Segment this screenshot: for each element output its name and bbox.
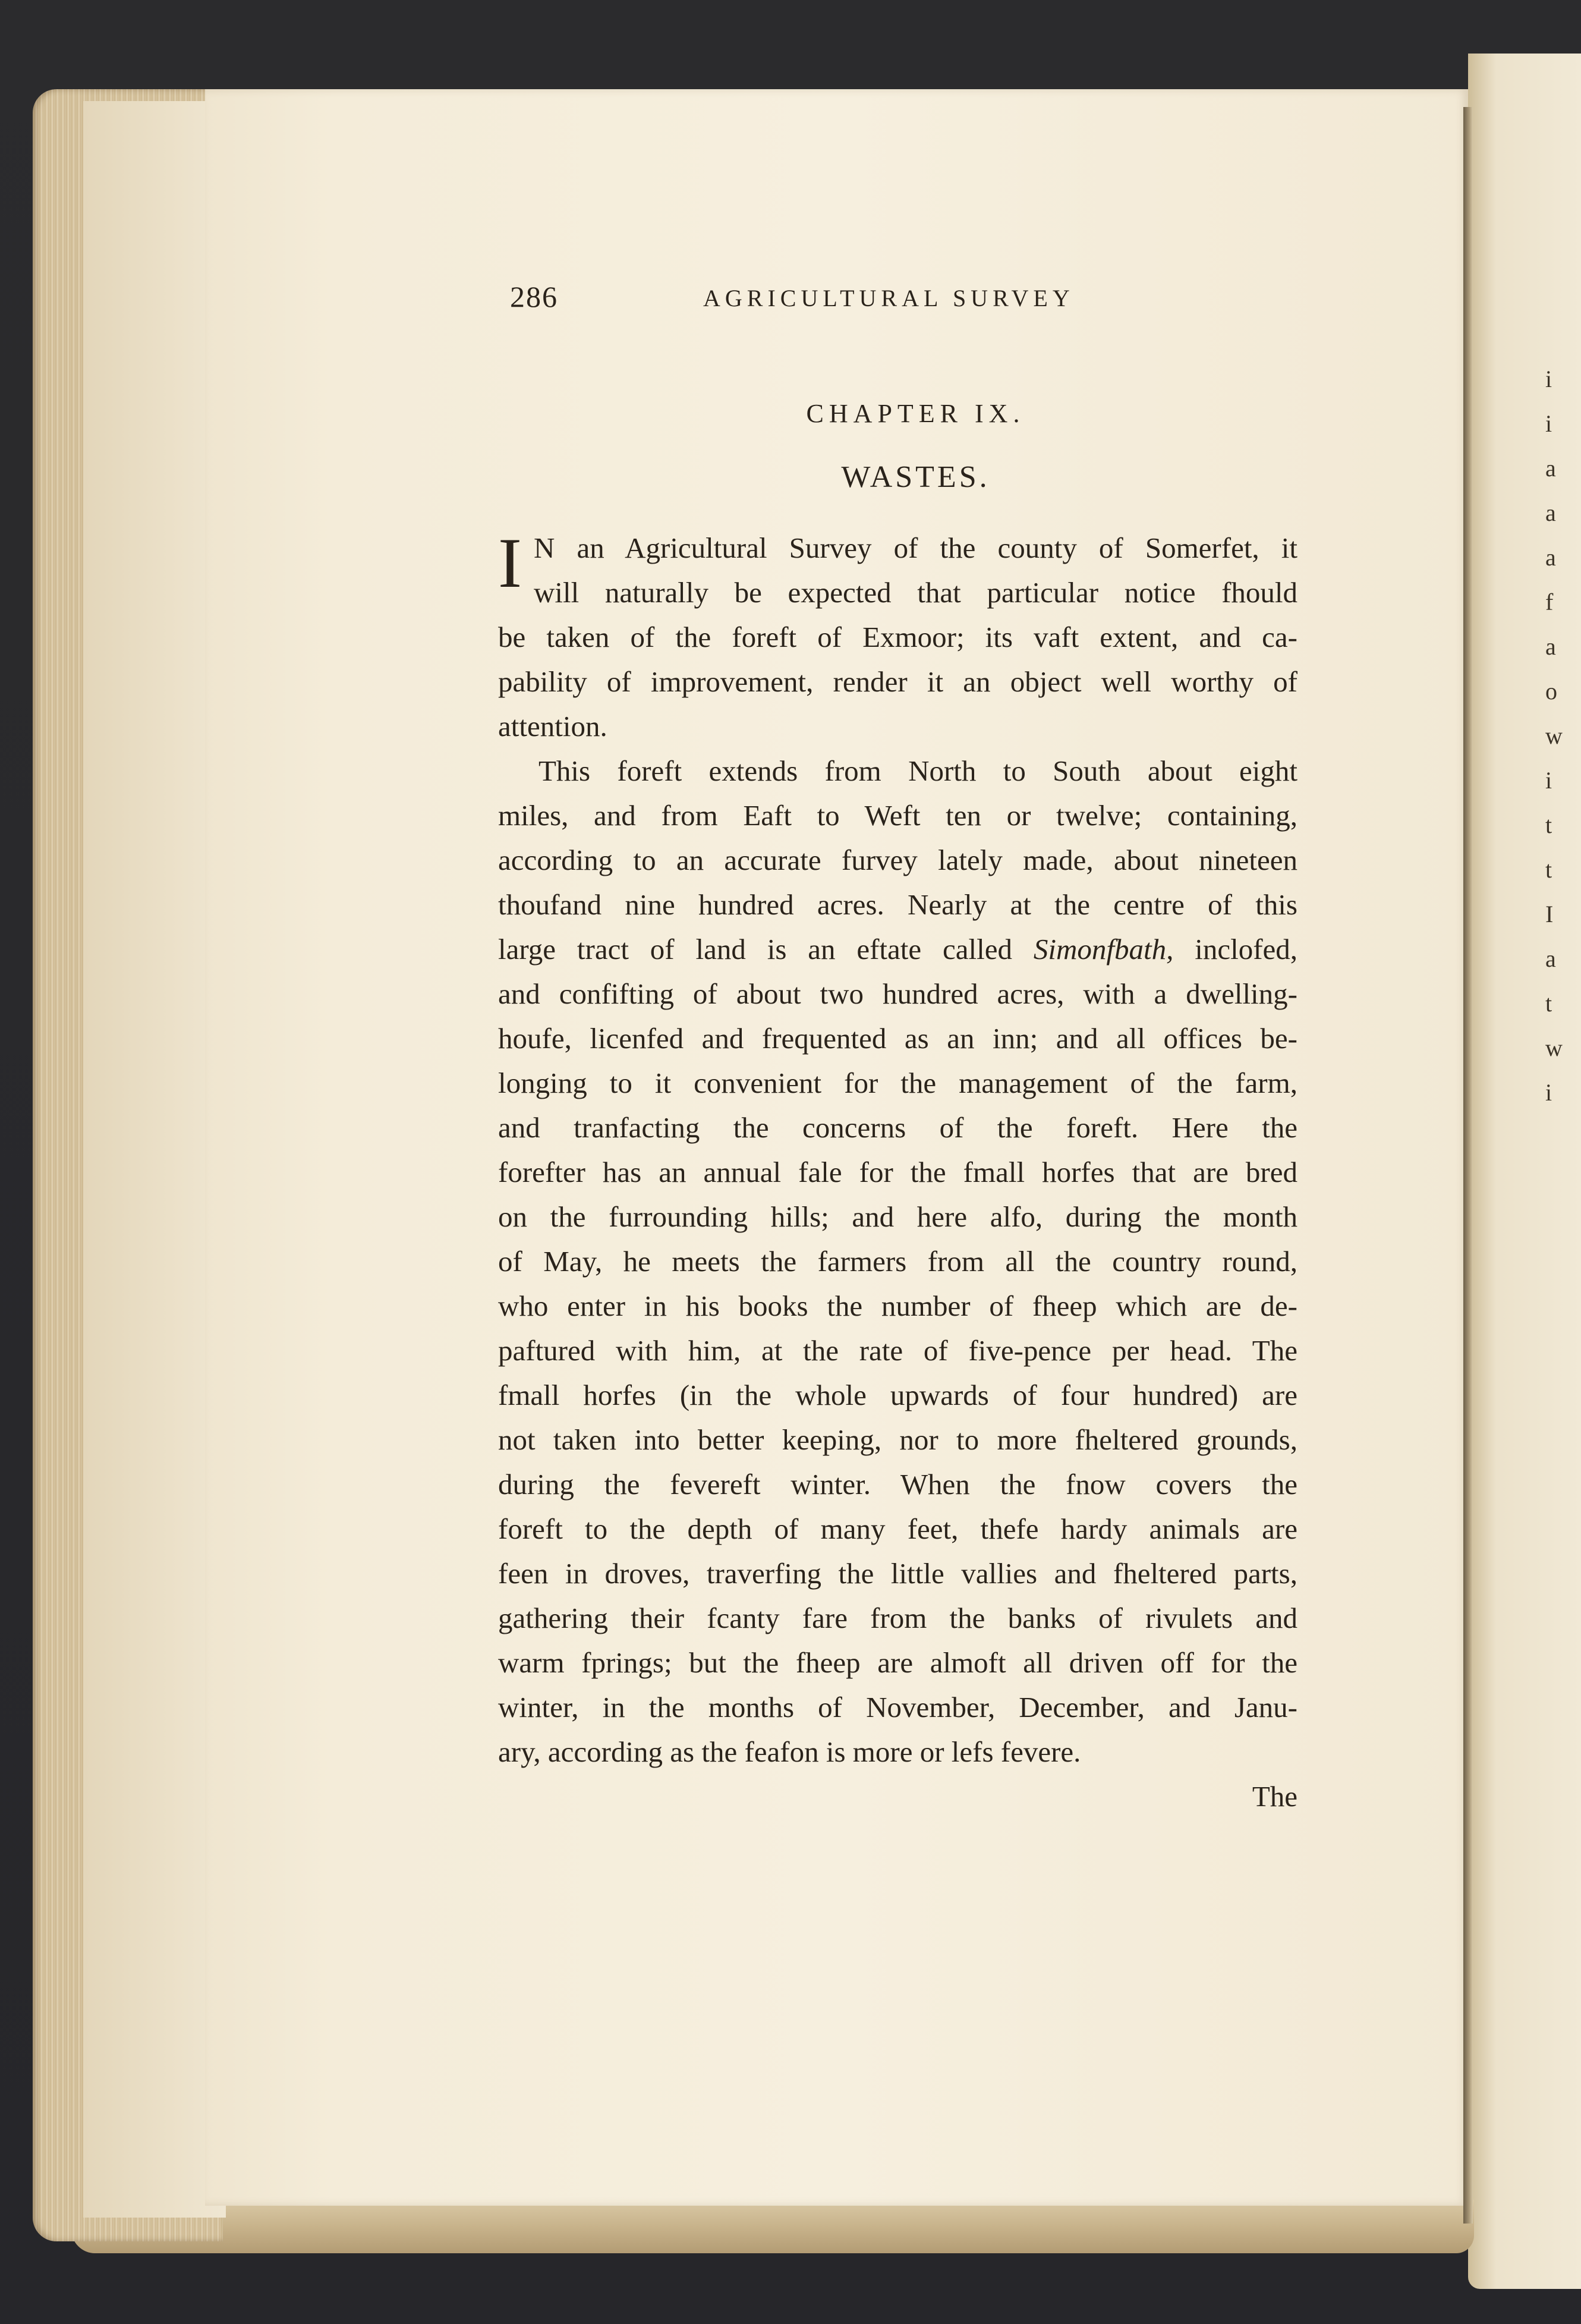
text-segment: inclofed,: [1195, 933, 1298, 966]
text-line: on the furrounding hills; and here alfo, during the month: [498, 1200, 1297, 1233]
running-head-title: AGRICULTURAL SURVEY: [703, 285, 1075, 312]
paragraph-2: [498, 749, 1297, 1774]
page-number: 286: [510, 280, 558, 313]
facing-page-fragment: i: [1545, 366, 1552, 392]
text-line: houfe, licenfed and frequented as an inn; and all offices be-: [498, 1022, 1297, 1055]
text-line: fmall horfes (in the whole upwards of four hundred) are: [498, 1379, 1297, 1411]
text-line: of May, he meets the farmers from all the country round,: [498, 1245, 1297, 1278]
chapter-label: CHAPTER IX.: [806, 399, 1025, 428]
facing-page-fragment: a: [1545, 633, 1556, 660]
text-line: longing to it convenient for the management of the farm,: [498, 1067, 1297, 1099]
text-line: feen in droves, traverfing the little vallies and fheltered parts,: [498, 1557, 1297, 1590]
facing-page-fragment: t: [1545, 856, 1552, 883]
facing-page-fragment: i: [1545, 767, 1552, 794]
body-text: [498, 523, 1298, 1819]
text-line: forefter has an annual fale for the fmall horfes that are bred: [498, 1156, 1297, 1188]
text-line: This foreft extends from North to South about eight: [538, 754, 1297, 787]
text-line: and confifting of about two hundred acres, with a dwelling-: [498, 977, 1297, 1010]
facing-page-fragment: f: [1545, 589, 1554, 615]
text-line: ary, according as the feafon is more or lefs fevere.: [498, 1735, 1081, 1768]
text-line: thoufand nine hundred acres. Nearly at the centre of this: [498, 888, 1297, 921]
text-line: N an Agricultural Survey of the county of Somerfet, it: [534, 532, 1297, 564]
page-text-block: [498, 279, 1297, 1819]
facing-page-fragment: w: [1545, 1034, 1563, 1061]
facing-page-fragment: a: [1545, 945, 1556, 972]
text-line: who enter in his books the number of fheep which are de-: [498, 1290, 1297, 1322]
facing-page-fragment: i: [1545, 410, 1552, 437]
text-segment: large tract of land is an eftate called: [498, 933, 1012, 966]
facing-page-fragment: t: [1545, 990, 1552, 1017]
catchword: The: [1252, 1780, 1297, 1813]
text-line: during the fevereft winter. When the fnow covers the: [498, 1468, 1297, 1501]
text-line: pability of improvement, render it an object well worthy of: [498, 665, 1297, 698]
page-stack-bottom-edge: [71, 2200, 1474, 2253]
facing-page-fragment: t: [1545, 812, 1552, 838]
facing-page-text-fragments: [1545, 357, 1581, 1546]
text-line: according to an accurate furvey lately made, about nineteen: [498, 844, 1297, 876]
text-line: miles, and from Eaft to Weft ten or twelve; containing,: [498, 799, 1297, 832]
facing-page-fragment: w: [1545, 722, 1563, 749]
facing-page-fragment: a: [1545, 455, 1556, 482]
book-gutter: [1463, 107, 1473, 2224]
text-line: and tranfacting the concerns of the foreft. Here the: [498, 1111, 1297, 1144]
running-head: [498, 279, 1297, 321]
facing-page-fragment: I: [1545, 901, 1554, 927]
facing-page-fragment: a: [1545, 544, 1556, 571]
facing-page-fragment: o: [1545, 678, 1557, 705]
text-line: will naturally be expected that particular notice fhould: [534, 576, 1297, 609]
chapter-title: WASTES.: [841, 460, 990, 494]
drop-cap: I: [498, 523, 522, 602]
text-line: attention.: [498, 710, 607, 743]
facing-page-fragment: i: [1545, 1079, 1552, 1106]
paragraph-1: [498, 523, 1297, 749]
text-line: not taken into better keeping, nor to more fheltered grounds,: [498, 1423, 1297, 1456]
text-line: be taken of the foreft of Exmoor; its vaft extent, and ca-: [498, 621, 1297, 653]
text-line: foreft to the depth of many feet, thefe hardy animals are: [498, 1512, 1297, 1545]
text-line: paftured with him, at the rate of five-pence per head. The: [498, 1334, 1297, 1367]
page-stack-inner-edge: [83, 101, 226, 2218]
italic-place-name: Simonfbath,: [1033, 933, 1174, 966]
facing-page-fragment: a: [1545, 499, 1556, 526]
text-line: winter, in the months of November, December, and Janu-: [498, 1691, 1297, 1724]
text-line: gathering their fcanty fare from the banks of rivulets and: [498, 1602, 1297, 1634]
text-line-with-italic: [498, 927, 1297, 971]
text-line: warm fprings; but the fheep are almoft all driven off for the: [498, 1646, 1297, 1679]
